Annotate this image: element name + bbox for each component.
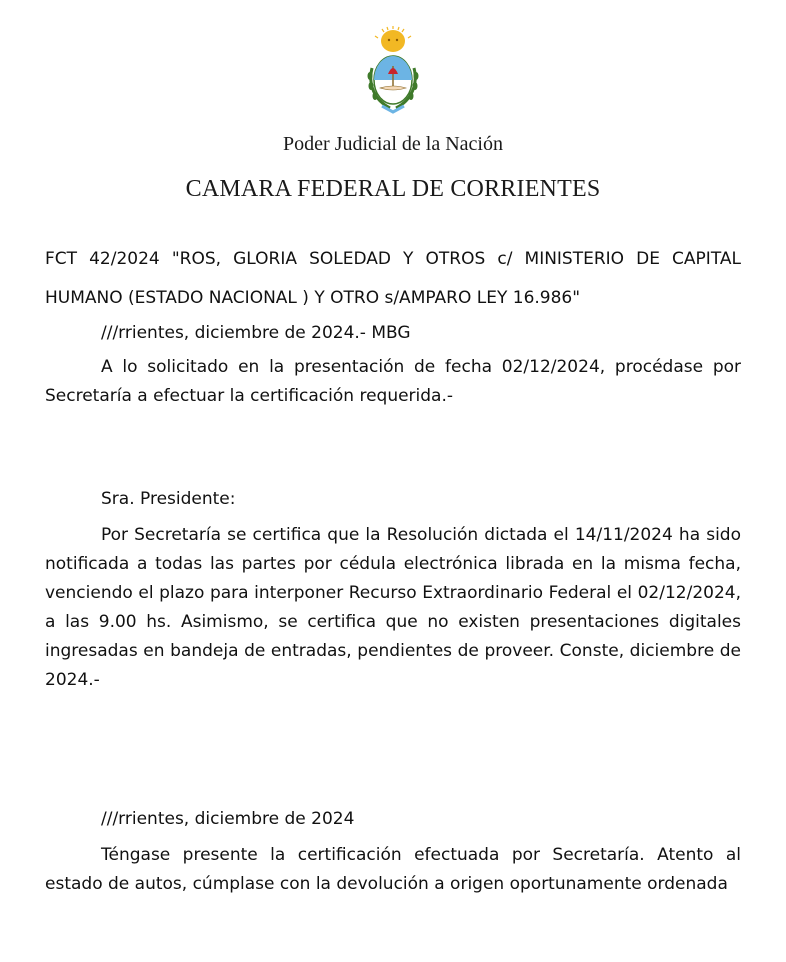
national-coat-of-arms-icon xyxy=(364,26,422,114)
certification-salutation: Sra. Presidente: xyxy=(101,489,236,509)
decree-body: A lo solicitado en la presentación de fecha 02/12/2024, procédase por Secretaría a efectuar la certificación requerida.- xyxy=(45,357,741,406)
decree-dateline: ///rrientes, diciembre de 2024.- MBG xyxy=(101,323,411,343)
case-caption: FCT 42/2024 "ROS, GLORIA SOLEDAD Y OTROS c/ MINISTERIO DE CAPITAL HUMANO (ESTADO NACIONAL ) Y OTRO s/AMPARO LEY 16.986" xyxy=(45,249,741,308)
institution-name: Poder Judicial de la Nación xyxy=(283,133,503,155)
court-name: CAMARA FEDERAL DE CORRIENTES xyxy=(185,176,601,202)
certification-body: Por Secretaría se certifica que la Resolución dictada el 14/11/2024 ha sido notificada a todas las partes por cédula electrónica librada en la misma fecha, venciendo el plazo para interponer Recurso Extraordinario Federal el 02/12/2024, a las 9.00 hs. Asimismo, se certifica que no existen presentaciones digitales ingresadas en bandeja de entradas, pendientes de proveer. Conste, diciembre de 2024.- xyxy=(45,525,741,690)
final-decree-body: Téngase presente la certificación efectuada por Secretaría. Atento al estado de autos, cúmplase con la devolución a origen oportunamente ordenada xyxy=(45,845,741,894)
final-decree-dateline: ///rrientes, diciembre de 2024 xyxy=(101,809,355,829)
